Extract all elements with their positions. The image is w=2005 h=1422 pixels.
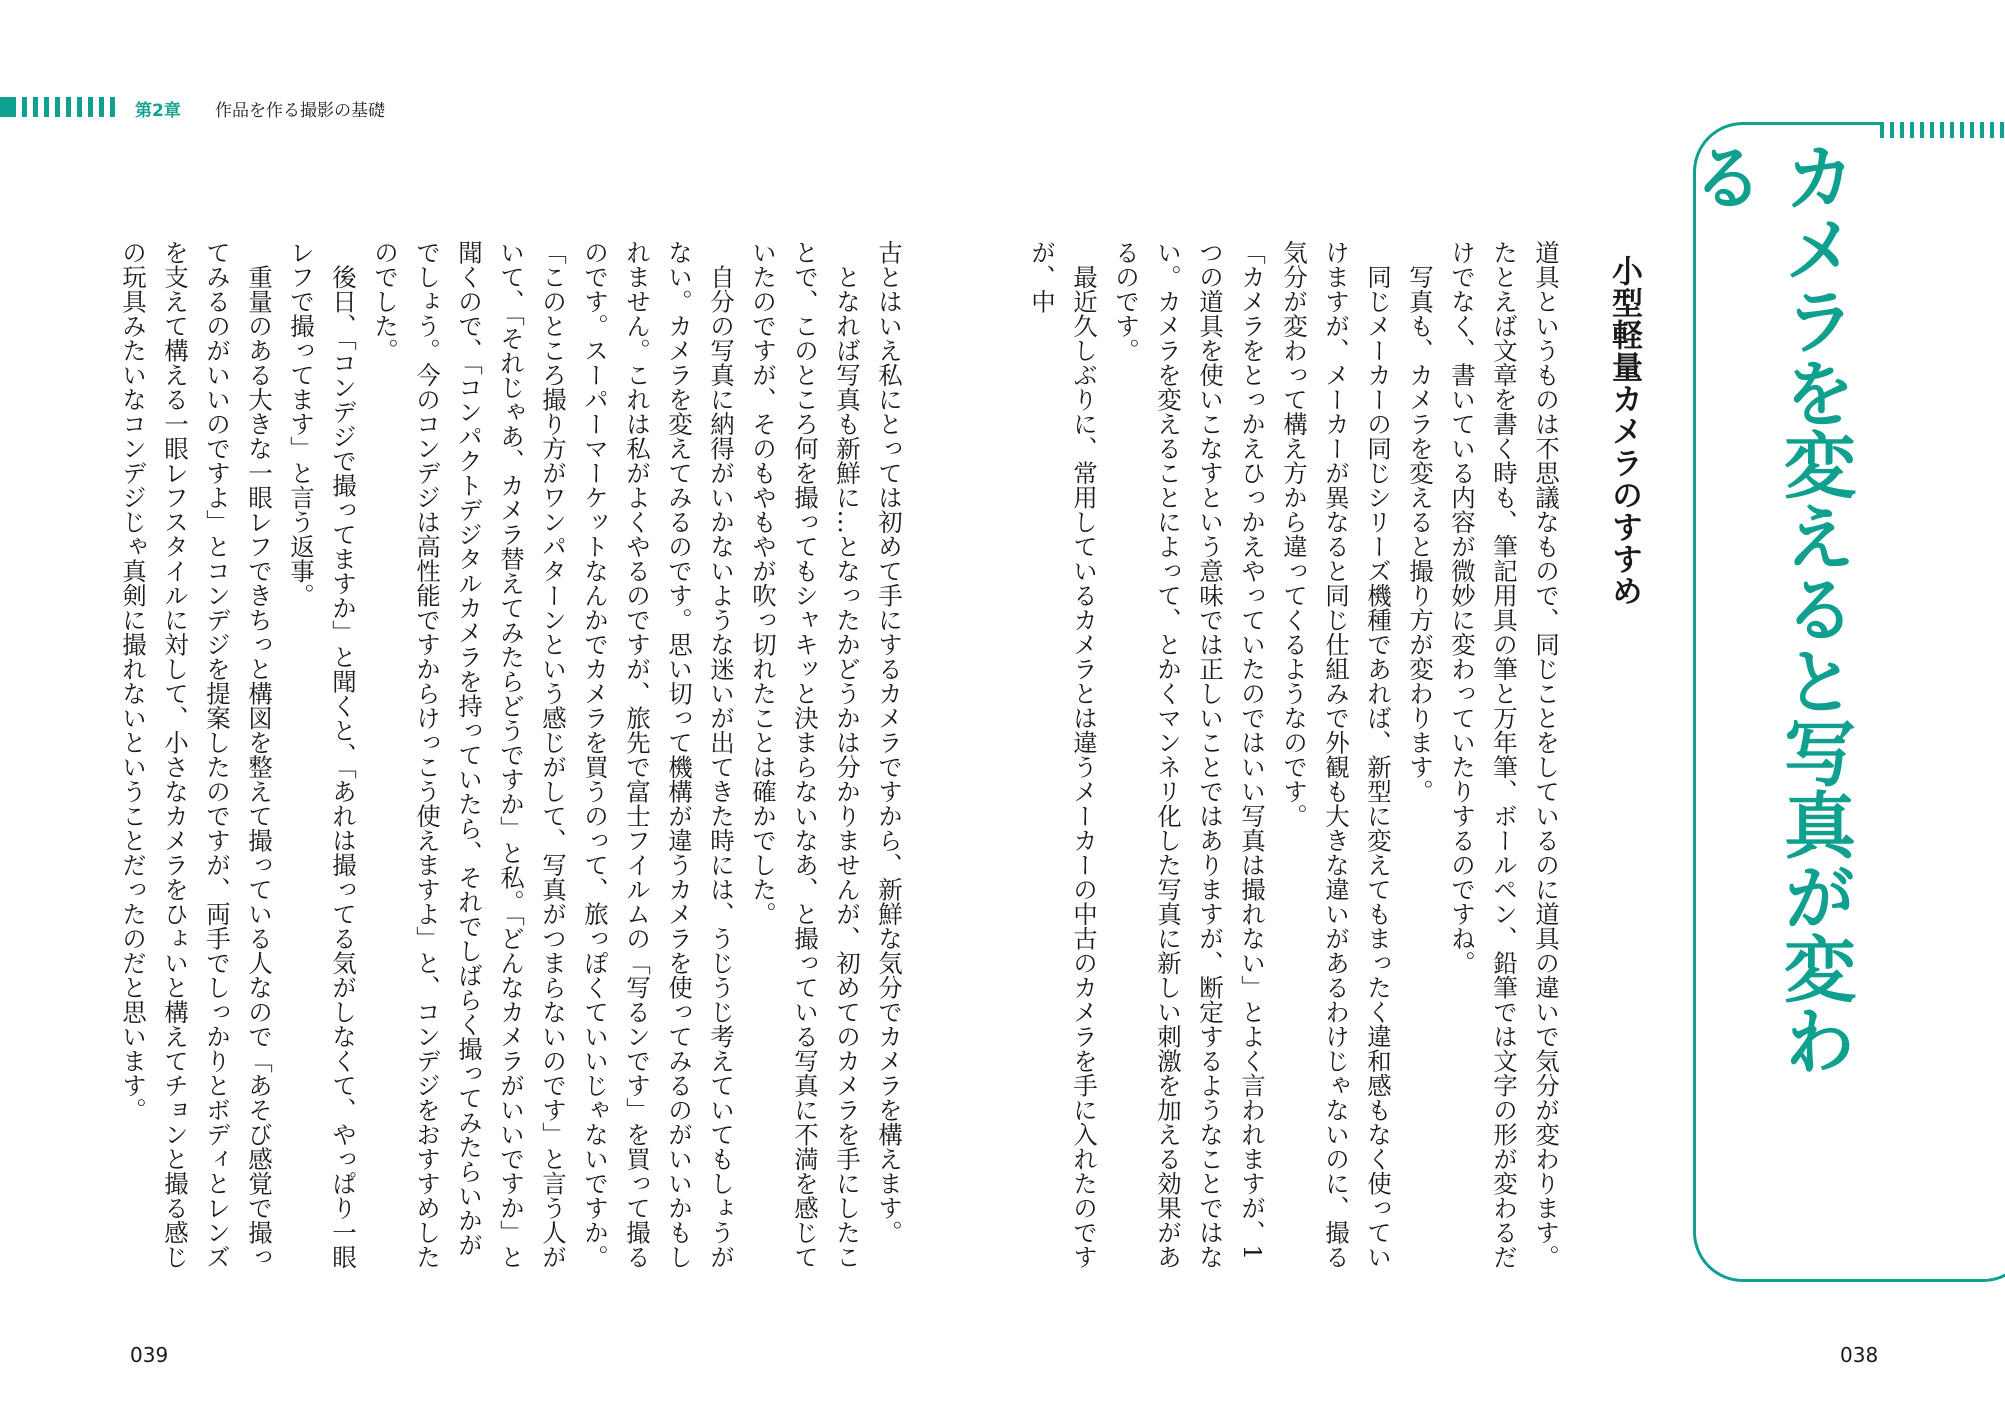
header-stripe-decoration xyxy=(0,97,120,117)
paragraph: 自分の写真に納得がいかないような迷いが出てきた時には、うじうじ考えていてもしょうがない。カメラを変えてみるのです。思い切って機構が違うカメラを使ってみるのがいいかもしれません。これは私がよくやるのですが、旅先で富士フイルムの「写るンです」を買って撮るのです。スーパーマーケットなんかでカメラを買うのって、旅っぽくていいじゃないですか。 xyxy=(581,240,736,1269)
body-text-left-page xyxy=(112,240,910,1280)
section-subheading: 小型軽量カメラのすすめ xyxy=(1606,255,1642,607)
body-text-right-page xyxy=(1021,240,1567,1280)
paragraph: 写真も、カメラを変えると撮り方が変わります。 xyxy=(1406,240,1435,804)
paragraph: となれば写真も新鮮に…となったかどうかは分かりませんが、初めてのカメラを手にしたことで、このところ何を撮ってもシャキッと決まらないなあ、と撮っている写真に不満を感じていたのですが、そのもやもやが吹っ切れたことは確かでした。 xyxy=(749,240,862,1269)
paragraph: 同じメーカーの同じシリーズ機種であれば、新型に変えてもまったく違和感もなく使っていけますが、メーカーが異なると同じ仕組みで外観も大きな違いがあるわけじゃないのに、撮る気分が変わって構え方から違ってくるようなのです。 xyxy=(1280,240,1393,1269)
paragraph: 重量のある大きな一眼レフできちっと構図を整えて撮っている人なので「あそび感覚で撮ってみるのがいいのですよ」とコンデジを提案したのですが、両手でしっかりとボディとレンズを支えて構える一眼レフスタイルに対して、小さなカメラをひょいと構えてチョンと撮る感じの玩具みたいなコンデジじゃ真剣に撮れないということだったのだと思います。 xyxy=(119,240,274,1269)
paragraph: 「カメラをとっかえひっかえやっていたのではいい写真は撮れない」とよく言われますが、1つの道具を使いこなすという意味では正しいことではありますが、断定するようなことではない。カメラを変えることによって、とかくマンネリ化した写真に新しい刺激を加える効果があるのです。 xyxy=(1112,240,1267,1269)
page-title: カメラを変えると写真が変わる xyxy=(1680,140,1856,1076)
chapter-label: 第2章 xyxy=(135,101,181,121)
paragraph: 道具というものは不思議なもので、同じことをしているのに道具の違いで気分が変わります。たとえば文章を書く時も、筆記用具の筆と万年筆、ボールペン、鉛筆では文字の形が変わるだけでなく、書いている内容が微妙に変わっていたりするのですね。 xyxy=(1448,240,1561,1269)
chapter-title: 作品を作る撮影の基礎 xyxy=(215,101,385,121)
title-stripe-decoration xyxy=(1880,122,2005,138)
paragraph: 後日、「コンデジで撮ってますか」と聞くと、「あれは撮ってる気がしなくて、やっぱり一眼レフで撮ってます」と言う返事。 xyxy=(287,240,358,1269)
paragraph: 最近久しぶりに、常用しているカメラとは違うメーカーの中古のカメラを手に入れたのですが、中 xyxy=(1028,240,1099,1269)
paragraph: 「このところ撮り方がワンパターンという感じがして、写真がつまらないのです」と言う人がいて、「それじゃあ、カメラ替えてみたらどうですか」と私。「どんなカメラがいいですか」と聞くので、「コンパクトデジタルカメラを持っていたら、それでしばらく撮ってみたらいかがでしょう。今のコンデジは高性能ですからけっこう使えますよ」と、コンデジをおすすめしたのでした。 xyxy=(371,240,568,1269)
paragraph: 古とはいえ私にとっては初めて手にするカメラですから、新鮮な気分でカメラを構えます。 xyxy=(875,240,904,1245)
page-number-left: 039 xyxy=(130,1343,169,1367)
page-number-right: 038 xyxy=(1840,1343,1879,1367)
